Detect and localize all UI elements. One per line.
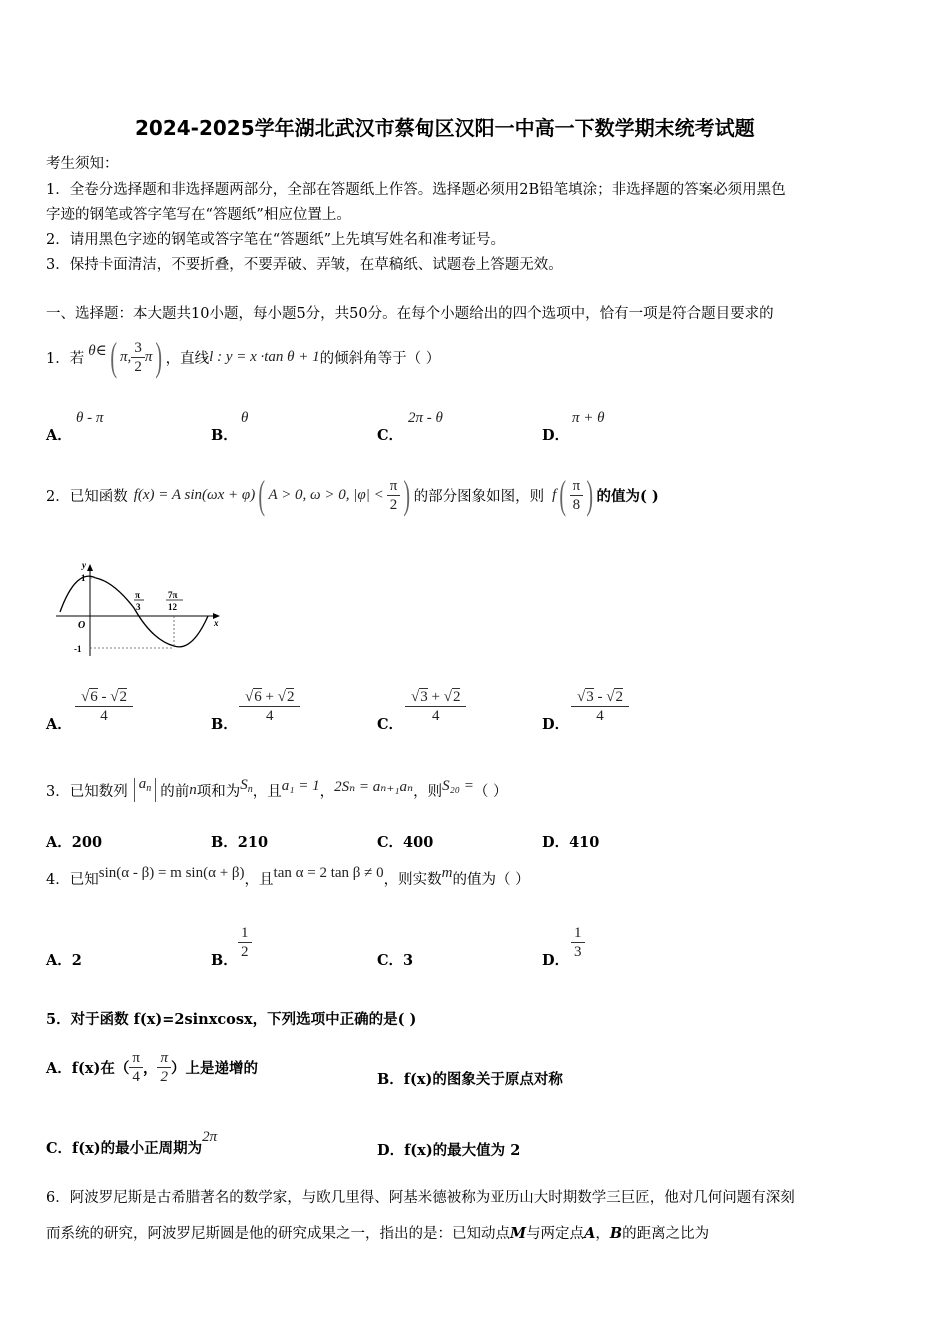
q6-point-m: M (510, 1225, 527, 1242)
q3-sequence (139, 776, 152, 794)
q5-a-post: ）上是递增的 (170, 1059, 258, 1077)
q1-label-a: A． (46, 427, 72, 444)
q4-option-d (571, 924, 585, 961)
q3-option-a (46, 831, 102, 852)
q4-text: ，则实数 (383, 871, 442, 888)
q3-value-c: 400 (403, 834, 434, 851)
q4-equation-2: tan α = 2 tan β ≠ 0 (273, 864, 384, 881)
q2-option-d: $\frac{√3 - √2}{4}$ (574, 688, 626, 725)
q3-seq-a: a (138, 776, 147, 792)
q3-sum (240, 777, 253, 795)
q4-option-c (377, 949, 413, 970)
q3-S-sub: n (247, 784, 253, 795)
q3-comma: ， (319, 783, 335, 800)
q1-number: 1．若 (46, 350, 85, 367)
q4-mid: ，且 (244, 871, 274, 888)
q3-tail: （ ） (473, 783, 508, 800)
q6-sep: ， (595, 1226, 610, 1242)
q1-option-b: θ (241, 410, 249, 426)
page-title: 2024-2025学年湖北武汉市蔡甸区汉阳一中高一下数学期末统考试题 (135, 116, 755, 140)
q4-option-a (46, 949, 82, 970)
q4-label-b: B． (211, 952, 238, 969)
q4-value-a: 2 (71, 952, 82, 969)
q3-value-b: 210 (237, 834, 269, 851)
q1-line-equation: l : y = x ·tan θ + 1 (209, 348, 320, 365)
q6-point-a: A (584, 1225, 596, 1242)
q5-a-frac2 (157, 1049, 171, 1086)
q3-value-a: 200 (71, 834, 103, 851)
q1-frac-num: 3 (134, 339, 142, 356)
q3-S: S (240, 777, 248, 793)
q5-a-d2: 2 (157, 1067, 171, 1086)
q5-option-d: D．f(x)的最大值为 2 (377, 1142, 521, 1159)
q2-arg-den: 8 (570, 495, 584, 514)
q2-argument-fraction (570, 477, 584, 514)
q1-left-paren: ( (110, 334, 117, 379)
q2-option-a: $\frac{√6 - √2}{4}$ (78, 688, 130, 725)
question-3 (46, 772, 508, 808)
tick1-num: π (135, 590, 140, 600)
q4-m: m (441, 864, 453, 881)
q2-label-a: A． (46, 716, 72, 733)
q3-S20: S₂₀ = (442, 777, 474, 794)
tick2-den: 12 (168, 602, 177, 612)
q2-tail: 的值为( ) (596, 487, 659, 505)
q2-c-op: + (427, 689, 444, 705)
origin-label: O (78, 620, 86, 631)
q2-arg-right-paren: ) (586, 472, 594, 517)
q2-a-rad1: 6 (90, 689, 98, 705)
q3-right-brace (155, 778, 156, 802)
q5-a-d1: 4 (129, 1067, 143, 1086)
q3-option-d (542, 831, 599, 852)
q3-text2: 项和为 (196, 783, 241, 800)
q2-d-op: - (593, 689, 607, 705)
q5-a-frac1 (129, 1049, 143, 1086)
q1-option-c: 2π - θ (408, 410, 443, 426)
notice-item-3: 3．保持卡面清洁，不要折叠，不要弄破、弄皱，在草稿纸、试题卷上答题无效。 (46, 257, 563, 273)
q2-label-d: D． (542, 716, 570, 733)
q2-label-c: C． (377, 716, 404, 733)
q1-fraction (131, 339, 145, 376)
q2-b-op: + (261, 689, 278, 705)
q4-label-c: C． (377, 952, 404, 969)
q2-option-c: $\frac{√3 + √2}{4}$ (408, 688, 463, 725)
q1-label-b: B． (211, 427, 238, 444)
q2-number: 2．已知函数 (46, 488, 128, 505)
q2-arg-left-paren: ( (559, 472, 567, 517)
q3-left-brace (134, 778, 135, 802)
q2-c-rad1: 3 (420, 689, 428, 705)
q6-point-b: B (609, 1225, 623, 1242)
q2-d-rad2: 2 (615, 689, 623, 705)
x-axis-label: x (214, 618, 219, 628)
q1-right-paren: ) (155, 334, 163, 379)
q2-arg-num: π (572, 477, 581, 494)
q2-f: f (552, 486, 557, 503)
q2-right-paren: ) (403, 472, 411, 517)
q4-d-den: 3 (571, 942, 585, 961)
q6-line2-post: 的距离之比为 (622, 1226, 710, 1242)
q4-d-num: 1 (574, 925, 582, 941)
q1-label-d: D． (542, 427, 570, 444)
q2-b-rad2: 2 (286, 689, 295, 705)
q2-option-b: $\frac{√6 + √2}{4}$ (242, 688, 297, 725)
q3-cond1: a₁ = 1 (281, 777, 320, 794)
question-1 (46, 332, 440, 382)
q5-a-comma: ， (142, 1059, 158, 1077)
q3-n: n (189, 781, 197, 798)
q1-label-c: C． (377, 427, 404, 444)
q2-a-op: - (97, 689, 111, 705)
q4-b-den: 2 (238, 942, 252, 961)
y-axis-label: y (82, 560, 86, 570)
q2-cond-den: 2 (387, 495, 401, 514)
q2-label-b: B． (211, 716, 238, 733)
notice-item-1-cont: 字迹的钢笔或答字笔写在“答题纸”相应位置上。 (46, 207, 351, 223)
q1-frac-den: 2 (131, 357, 145, 376)
q4-equation-1: sin(α - β) = m sin(α + β) (98, 864, 245, 881)
q5-a-n1: π (132, 1049, 140, 1066)
question-6-line-2 (46, 1222, 709, 1243)
q2-a-rad2: 2 (119, 689, 127, 705)
notice-heading: 考生须知： (46, 156, 119, 172)
q3-label-c: C． (377, 834, 404, 851)
q2-graph (52, 560, 232, 660)
q5-a-prefix: A．f(x)在（ (46, 1059, 130, 1077)
q3-text1: 的前 (160, 783, 190, 800)
q1-condition-a: π, (120, 348, 132, 365)
q2-c-den: 4 (405, 706, 466, 725)
q3-label-b: B． (211, 834, 238, 851)
q3-text3: ，且 (252, 783, 282, 800)
q4-label-d: D． (542, 952, 570, 969)
q3-text4: ，则 (413, 783, 443, 800)
q4-value-c: 3 (403, 952, 414, 969)
q2-left-paren: ( (258, 472, 266, 517)
q2-c-rad2: 2 (452, 689, 461, 705)
q3-cond2: 2Sₙ = aₙ₊₁aₙ (334, 778, 414, 795)
q3-seq-sub: n (146, 783, 152, 794)
q5-a-n2: π (160, 1049, 168, 1066)
q2-condition: A > 0, ω > 0, |φ| < (268, 486, 384, 503)
q3-number: 3．已知数列 (46, 783, 128, 800)
q3-value-d: 410 (569, 834, 600, 851)
question-4 (46, 860, 530, 896)
neg-one-label: -1 (74, 644, 82, 654)
question-2 (46, 470, 659, 520)
q5-c-value: 2π (202, 1128, 218, 1145)
question-6-line-1: 6．阿波罗尼斯是古希腊著名的数学家，与欧几里得、阿基米德被称为亚历山大时期数学三巨匠，他对几何问题有深刻 (46, 1190, 795, 1206)
q4-option-b (238, 924, 252, 961)
q1-condition-prefix: θ∈ (88, 342, 107, 359)
q2-a-den: 4 (75, 706, 133, 725)
q4-b-num: 1 (241, 925, 249, 941)
q1-tail: 的倾斜角等于（ ） (319, 350, 441, 367)
q5-option-a (46, 1045, 258, 1089)
notice-item-2: 2．请用黑色字迹的钢笔或答字笔在“答题纸”上先填写姓名和准考证号。 (46, 232, 506, 248)
q5-option-c (46, 1124, 217, 1160)
sine-curve (60, 576, 208, 647)
q2-condition-fraction (387, 477, 401, 514)
q1-condition-b: π (144, 348, 153, 365)
q3-option-b (211, 831, 268, 852)
tick1-den: 3 (136, 602, 141, 612)
q5-c-prefix: C．f(x)的最小正周期为 (46, 1139, 203, 1157)
q2-cond-num: π (389, 477, 398, 494)
q1-option-a: θ - π (76, 410, 104, 426)
question-5: 5．对于函数 f(x)=2sinxcosx，下列选项中正确的是( ) (46, 1011, 417, 1028)
one-label: 1 (81, 573, 86, 583)
tick2-num: 7π (168, 590, 178, 600)
q4-tail: 的值为（ ） (452, 871, 530, 888)
q3-label-a: A． (46, 834, 72, 851)
q3-option-c (377, 831, 433, 852)
q3-label-d: D． (542, 834, 570, 851)
q1-mid-text: ，直线 (165, 350, 210, 367)
notice-item-1: 1．全卷分选择题和非选择题两部分，全部在答题纸上作答。选择题必须用2B铅笔填涂；非选择题的答案必须用黑色 (46, 182, 786, 198)
q2-function: f(x) = A sin(ωx + φ) (133, 486, 256, 503)
q2-d-den: 4 (571, 706, 629, 725)
q2-d-rad1: 3 (586, 689, 594, 705)
y-axis-arrow (87, 564, 93, 571)
section-heading: 一、选择题：本大题共10小题，每小题5分，共50分。在每个小题给出的四个选项中，恰有一项是符合题目要求的 (46, 306, 774, 322)
q6-line2-prefix: 而系统的研究，阿波罗尼斯圆是他的研究成果之一，指出的是：已知动点 (46, 1226, 510, 1242)
q1-option-d: π + θ (572, 410, 605, 426)
q4-number: 4．已知 (46, 871, 99, 888)
q6-line2-mid: 与两定点 (526, 1226, 585, 1242)
q2-b-rad1: 6 (254, 689, 262, 705)
q2-b-den: 4 (239, 706, 300, 725)
q2-mid-text: 的部分图象如图，则 (413, 488, 545, 505)
q5-option-b: B．f(x)的图象关于原点对称 (377, 1071, 563, 1088)
q4-label-a: A． (46, 952, 72, 969)
